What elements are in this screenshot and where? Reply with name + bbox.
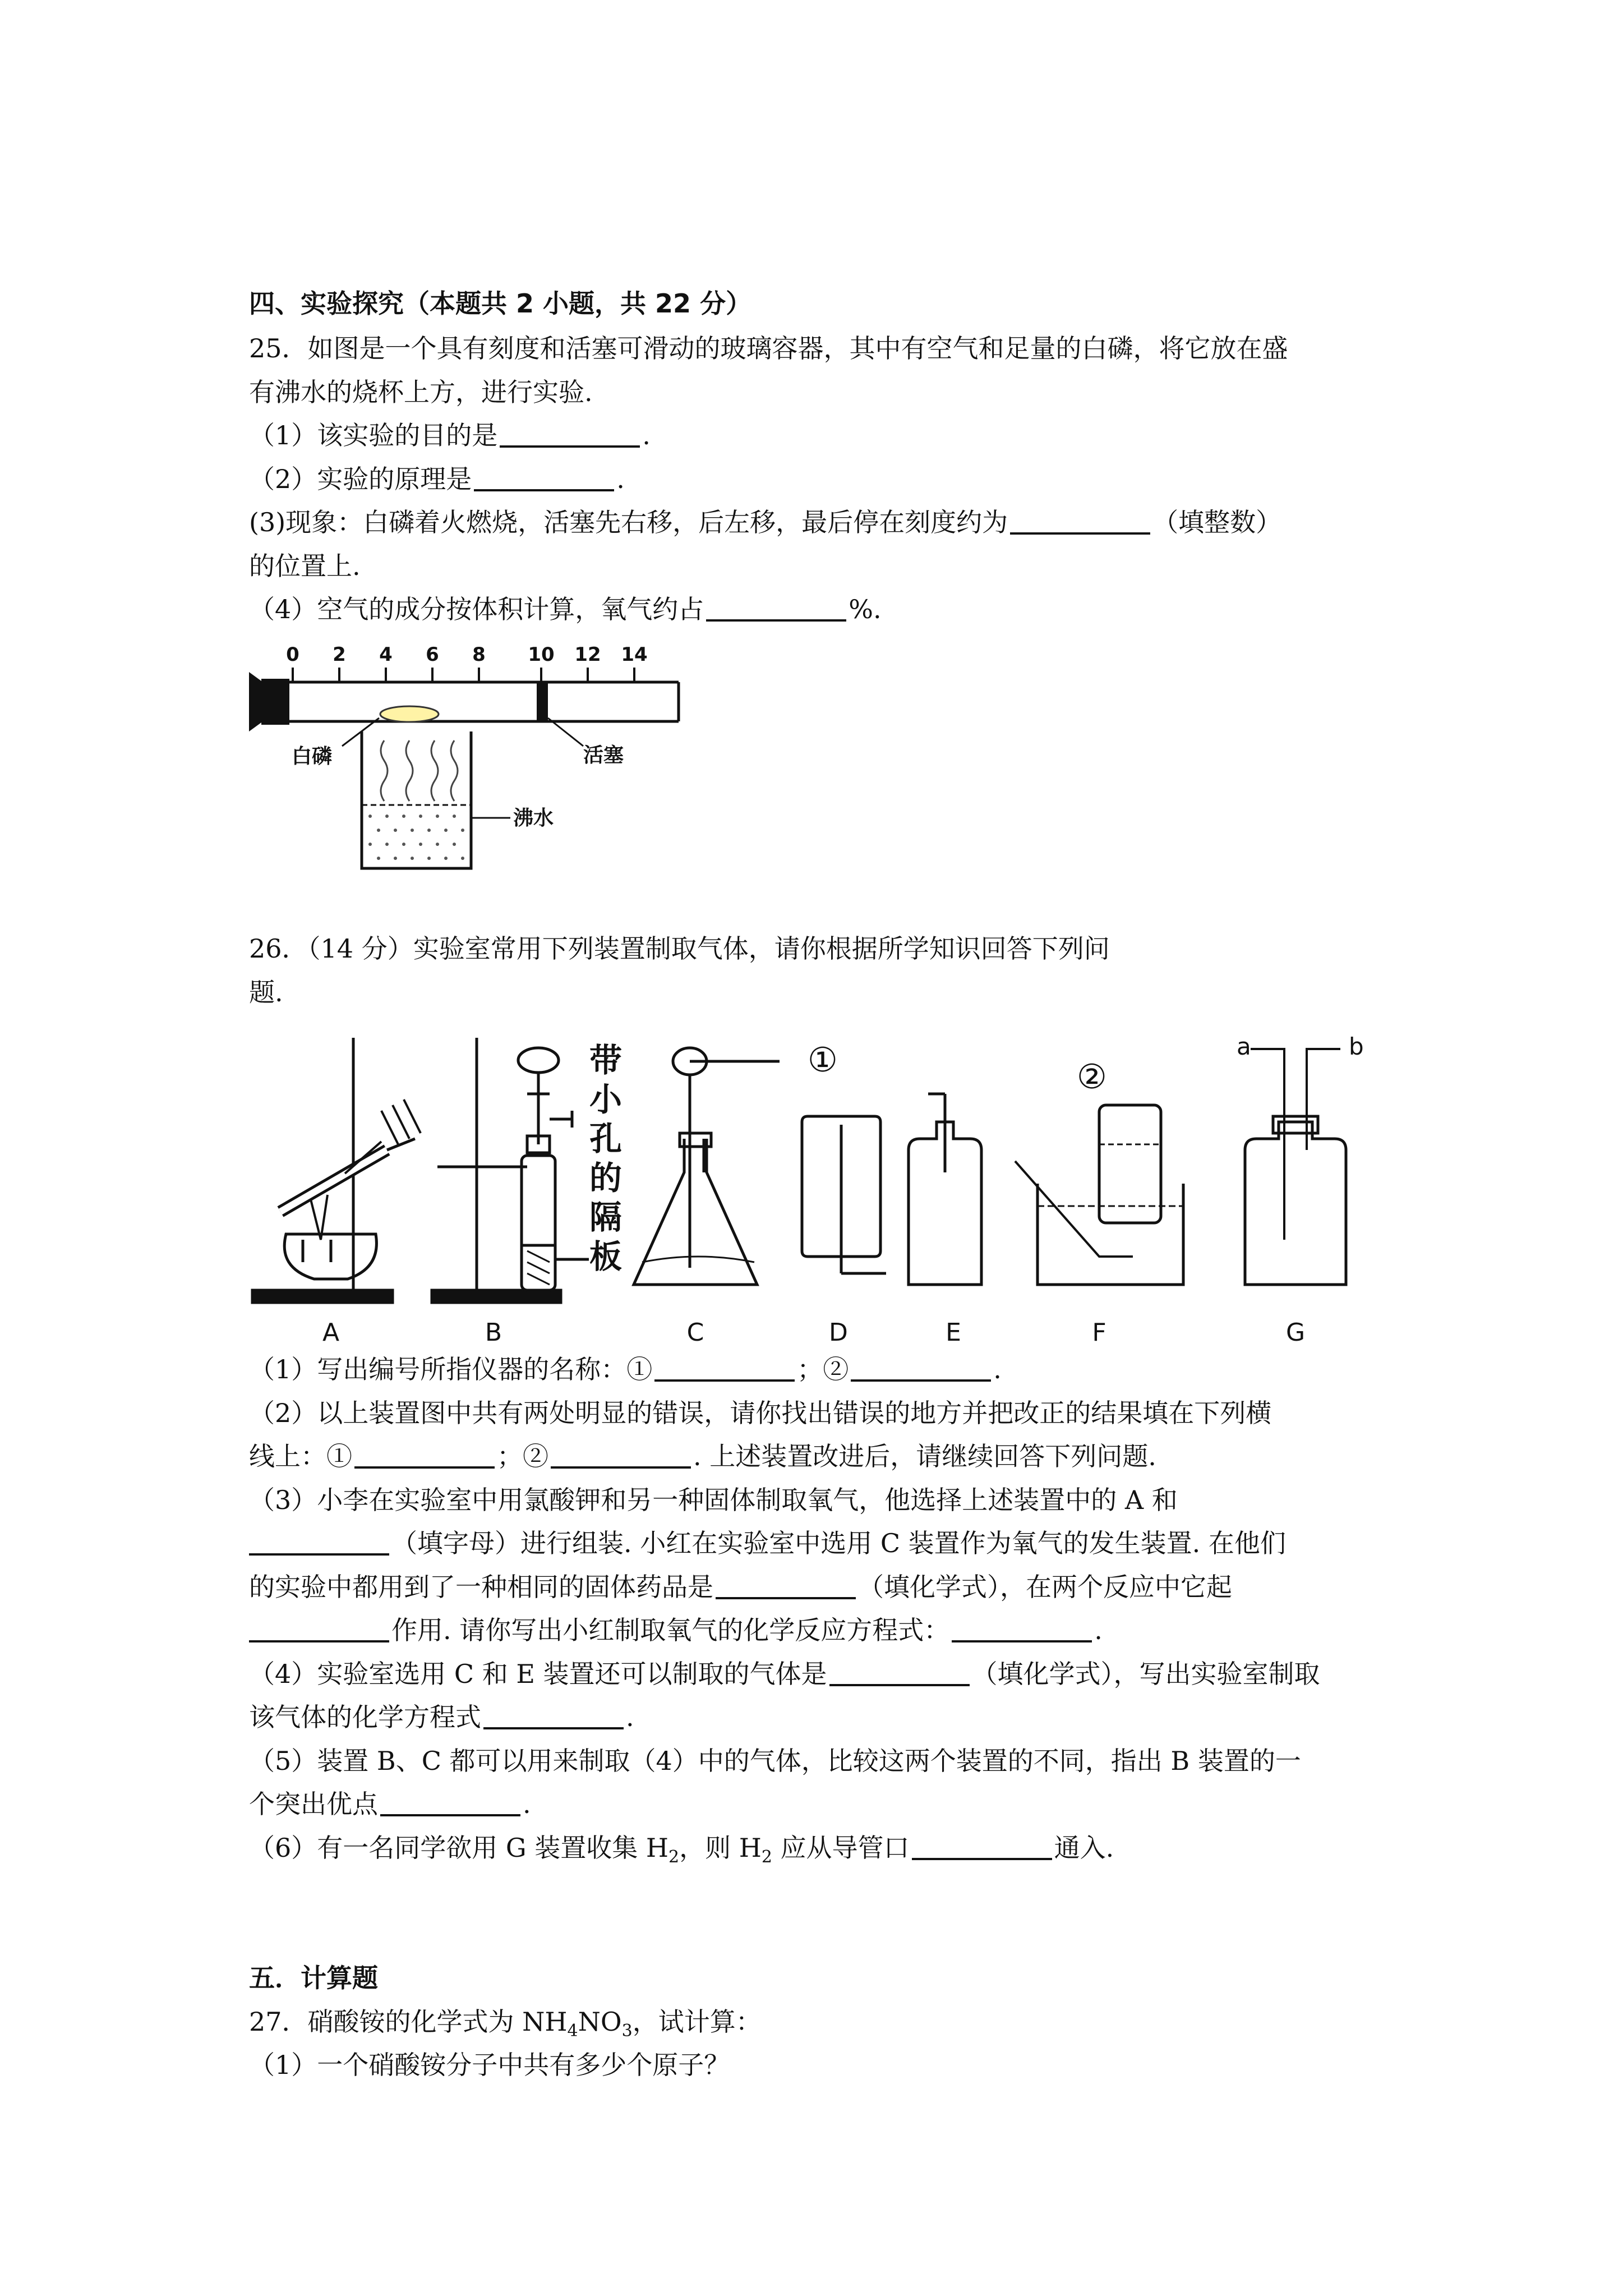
q26-part3-line3-end: （填化学式），在两个反应中它起: [858, 1572, 1232, 1602]
apparatus-b: [432, 1038, 572, 1303]
q25-answer-blank-3[interactable]: [1010, 508, 1150, 535]
q26-part4-end: （填化学式），写出实验室制取: [971, 1659, 1320, 1689]
q26-part1-end: .: [993, 1354, 1002, 1384]
q26-answer-blank-2b[interactable]: [551, 1442, 691, 1469]
partition-label-char: 的: [589, 1159, 623, 1197]
q25-part4-end: %.: [849, 594, 882, 624]
scale-label: 4: [379, 643, 393, 666]
q26-part1-mid: ；②: [797, 1354, 849, 1384]
apparatus-label-g: G: [1285, 1318, 1306, 1347]
q25-part4: [249, 592, 882, 627]
q26-part5-end: .: [523, 1789, 531, 1819]
q26-part4-line2: [249, 1700, 634, 1734]
marker-2: ②: [1077, 1057, 1107, 1097]
q26-apparatus-figure: [247, 1027, 1396, 1352]
q26-part2-mid: ；②: [497, 1441, 548, 1471]
q26-part4-line2-end: .: [626, 1702, 634, 1732]
q26-part3-line3-text: 的实验中都用到了一种相同的固体药品是: [249, 1572, 713, 1602]
apparatus-label-d: D: [829, 1318, 848, 1347]
apparatus-g: [1245, 1049, 1346, 1285]
q25-part3: [249, 505, 1281, 540]
q26-part3-line2: [249, 1526, 1286, 1561]
scale-label: 10: [528, 643, 555, 666]
subscript: 2: [761, 1847, 772, 1867]
apparatus-f: [1015, 1105, 1183, 1285]
q25-answer-blank-4[interactable]: [706, 595, 846, 622]
subscript: 2: [668, 1847, 680, 1867]
glass-tube: [249, 668, 679, 731]
q26-answer-blank-4a[interactable]: [829, 1659, 970, 1686]
q26-part3-line4-end: .: [1094, 1615, 1103, 1645]
q26-part6-mid: ，则 H: [679, 1833, 762, 1863]
section-5-title: 五．计算题: [249, 1963, 378, 1993]
q26-part4-line2-text: 该气体的化学方程式: [249, 1702, 481, 1732]
q26-part3-line3: [249, 1570, 1232, 1604]
label-phosphorus: 白磷: [292, 745, 333, 768]
beaker: [362, 731, 471, 868]
partition-label-char: 带: [589, 1041, 623, 1079]
q26-part3-line1: （3）小李在实验室中用氯酸钾和另一种固体制取氧气，他选择上述装置中的 A 和: [249, 1485, 1178, 1515]
q26-answer-blank-5[interactable]: [380, 1789, 520, 1816]
subscript: 4: [567, 2021, 578, 2041]
q27-intro-end: ，试计算：: [632, 2007, 762, 2037]
q26-answer-blank-3c[interactable]: [249, 1616, 389, 1642]
apparatus-e: [909, 1094, 981, 1285]
q26-part2-text: 线上：①: [249, 1441, 352, 1471]
q26-part2-end: . 上述装置改进后，请继续回答下列问题.: [693, 1441, 1156, 1471]
q25-part1-end: .: [642, 420, 651, 450]
q25-part3-line2: 的位置上.: [249, 551, 361, 581]
piston: [537, 682, 548, 721]
q26-part6-end: 通入.: [1054, 1833, 1114, 1863]
q25-answer-blank-2[interactable]: [474, 464, 614, 491]
q27-intro-formula: NO: [578, 2007, 622, 2037]
partition-label-char: 板: [589, 1237, 623, 1276]
port-a-label: a: [1237, 1033, 1251, 1060]
q26-answer-blank-3d[interactable]: [952, 1616, 1092, 1642]
q26-part5-line1: （5）装置 B、C 都可以用来制取（4）中的气体，比较这两个装置的不同，指出 B 装置的一: [249, 1746, 1301, 1776]
partition-label-char: 孔: [589, 1120, 623, 1158]
q26-part4-line1: [249, 1657, 1320, 1691]
q25-part4-text: （4）空气的成分按体积计算，氧气约占: [249, 594, 704, 624]
apparatus-a: [252, 1038, 421, 1303]
label-boiling-water: 沸水: [513, 807, 554, 830]
q27-intro-text: 27．硝酸铵的化学式为 NH: [249, 2007, 568, 2037]
label-piston: 活塞: [583, 744, 624, 767]
q26-part6-mid2: 应从导管口: [772, 1833, 910, 1863]
scale-label: 12: [574, 643, 601, 666]
scale-label: 2: [333, 643, 346, 666]
q26-part5-text: 个突出优点: [249, 1789, 378, 1819]
q26-part2-line2: [249, 1439, 1156, 1474]
scale-label: 8: [472, 643, 486, 666]
q25-part3-end: （填整数）: [1152, 507, 1282, 537]
q25-part2-text: （2）实验的原理是: [249, 464, 472, 494]
q26-part2-line1: （2）以上装置图中共有两处明显的错误，请你找出错误的地方并把改正的结果填在下列横: [249, 1398, 1272, 1428]
subscript: 3: [621, 2021, 633, 2041]
q26-part4-text: （4）实验室选用 C 和 E 装置还可以制取的气体是: [249, 1659, 827, 1689]
partition-label-char: 隔: [589, 1198, 623, 1236]
scale-label: 14: [621, 643, 648, 666]
q26-part6: [249, 1830, 1114, 1875]
q26-answer-blank-1a[interactable]: [654, 1355, 795, 1382]
white-phosphorus: [380, 706, 439, 722]
q26-part5-line2: [249, 1787, 531, 1821]
scale-label: 0: [286, 643, 299, 666]
q25-intro-line2: 有沸水的烧杯上方，进行实验.: [249, 377, 593, 407]
q26-part1: [249, 1352, 1002, 1387]
q26-answer-blank-3b[interactable]: [716, 1572, 856, 1599]
q26-part6-text: （6）有一名同学欲用 G 装置收集 H: [249, 1833, 668, 1863]
q27-intro: [249, 2004, 762, 2049]
q26-part3-line4-text: 作用. 请你写出小红制取氧气的化学反应方程式：: [391, 1615, 950, 1645]
apparatus-c: [634, 1048, 780, 1285]
q25-part1: [249, 418, 651, 453]
q26-part1-text: （1）写出编号所指仪器的名称：①: [249, 1354, 653, 1384]
port-b-label: b: [1349, 1033, 1364, 1060]
q27-part1: （1）一个硝酸铵分子中共有多少个原子？: [249, 2050, 730, 2080]
q26-intro-line1: 26．（14 分）实验室常用下列装置制取气体，请你根据所学知识回答下列问: [249, 933, 1110, 964]
scale-label: 6: [426, 643, 439, 666]
q25-answer-blank-1[interactable]: [500, 421, 640, 448]
apparatus-label-b: B: [485, 1318, 502, 1347]
apparatus-d: [802, 1116, 886, 1273]
q26-part3-line4: [249, 1613, 1103, 1648]
q25-intro-line1: 25．如图是一个具有刻度和活塞可滑动的玻璃容器，其中有空气和足量的白磷，将它放在盛: [249, 333, 1288, 364]
q26-answer-blank-1b[interactable]: [851, 1355, 991, 1382]
q25-part2: [249, 462, 625, 496]
q25-part1-text: （1）该实验的目的是: [249, 420, 498, 450]
q25-part3-text: (3)现象：白磷着火燃烧，活塞先右移，后左移，最后停在刻度约为: [249, 507, 1008, 537]
marker-1: ①: [808, 1041, 838, 1080]
partition-label-char: 小: [589, 1080, 623, 1119]
q26-intro-line2: 题.: [249, 977, 283, 1007]
q25-part2-end: .: [616, 464, 625, 494]
q26-answer-blank-3a[interactable]: [249, 1529, 389, 1556]
apparatus-label-c: C: [686, 1318, 704, 1347]
q26-answer-blank-6[interactable]: [912, 1833, 1052, 1860]
apparatus-label-f: F: [1092, 1318, 1106, 1347]
q26-answer-blank-2a[interactable]: [354, 1442, 495, 1469]
apparatus-label-e: E: [946, 1318, 961, 1347]
apparatus-label-a: A: [322, 1318, 340, 1347]
section-4-title: 四、实验探究（本题共 2 小题，共 22 分）: [249, 288, 752, 319]
q26-part3-line2-text: （填字母）进行组装. 小红在实验室中选用 C 装置作为氧气的发生装置. 在他们: [391, 1528, 1286, 1558]
q26-answer-blank-4b[interactable]: [483, 1703, 624, 1729]
q25-apparatus-figure: [247, 639, 684, 881]
